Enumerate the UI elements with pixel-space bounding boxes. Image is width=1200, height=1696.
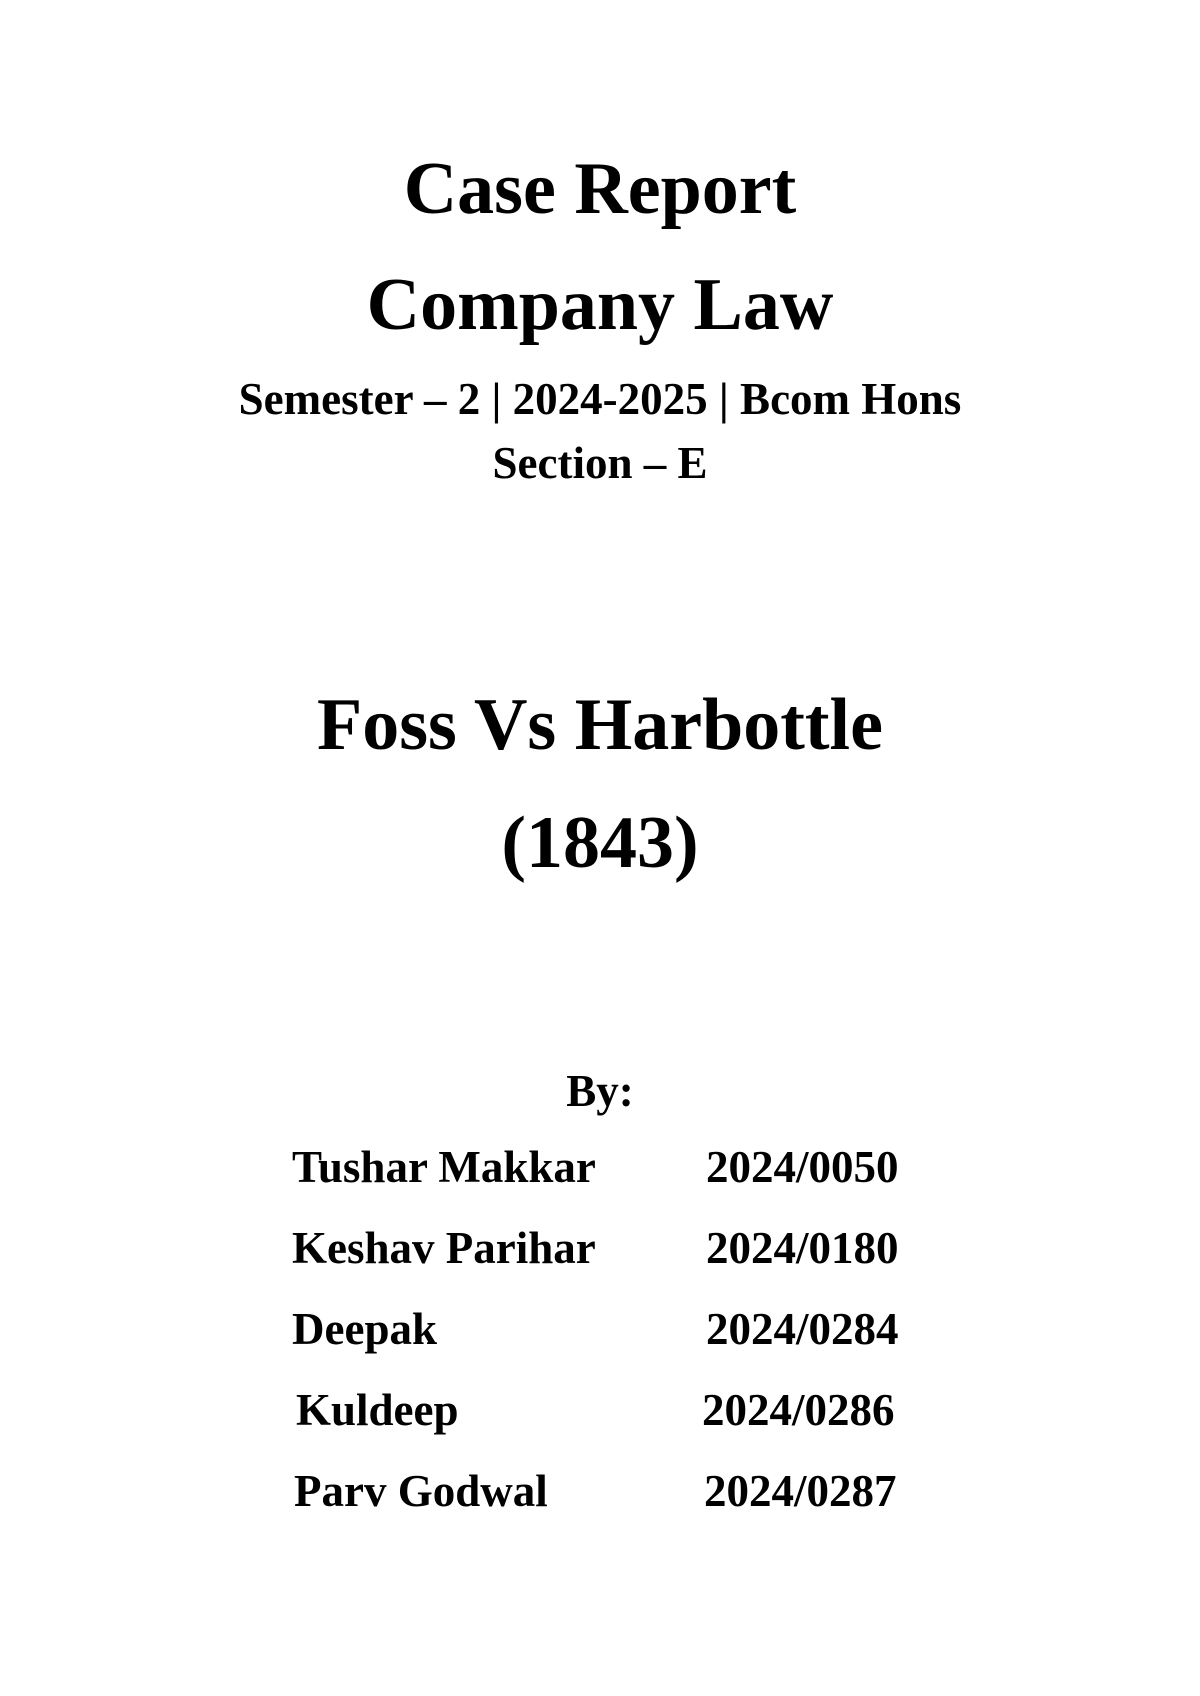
course-info: Semester – 2 | 2024-2025 | Bcom Hons bbox=[238, 374, 962, 424]
subject-title: Company Law bbox=[366, 264, 834, 346]
member-name: Kuldeep bbox=[296, 1385, 459, 1435]
case-name: Foss Vs Harbottle bbox=[317, 684, 883, 766]
member-roll-number: 2024/0287 bbox=[704, 1466, 897, 1516]
section-info: Section – E bbox=[492, 438, 708, 488]
case-year: (1843) bbox=[501, 802, 699, 884]
member-row bbox=[0, 1385, 1200, 1448]
report-title: Case Report bbox=[403, 148, 797, 230]
member-roll-number: 2024/0286 bbox=[702, 1385, 895, 1435]
authors-label: By: bbox=[566, 1066, 634, 1116]
member-name: Parv Godwal bbox=[294, 1466, 548, 1516]
member-name: Tushar Makkar bbox=[292, 1142, 596, 1192]
member-row bbox=[0, 1466, 1200, 1529]
member-roll-number: 2024/0050 bbox=[706, 1142, 899, 1192]
member-row bbox=[0, 1304, 1200, 1367]
member-name: Deepak bbox=[292, 1304, 437, 1354]
member-row bbox=[0, 1223, 1200, 1286]
member-roll-number: 2024/0284 bbox=[706, 1304, 899, 1354]
member-row bbox=[0, 1142, 1200, 1205]
member-roll-number: 2024/0180 bbox=[706, 1223, 899, 1273]
member-name: Keshav Parihar bbox=[292, 1223, 596, 1273]
